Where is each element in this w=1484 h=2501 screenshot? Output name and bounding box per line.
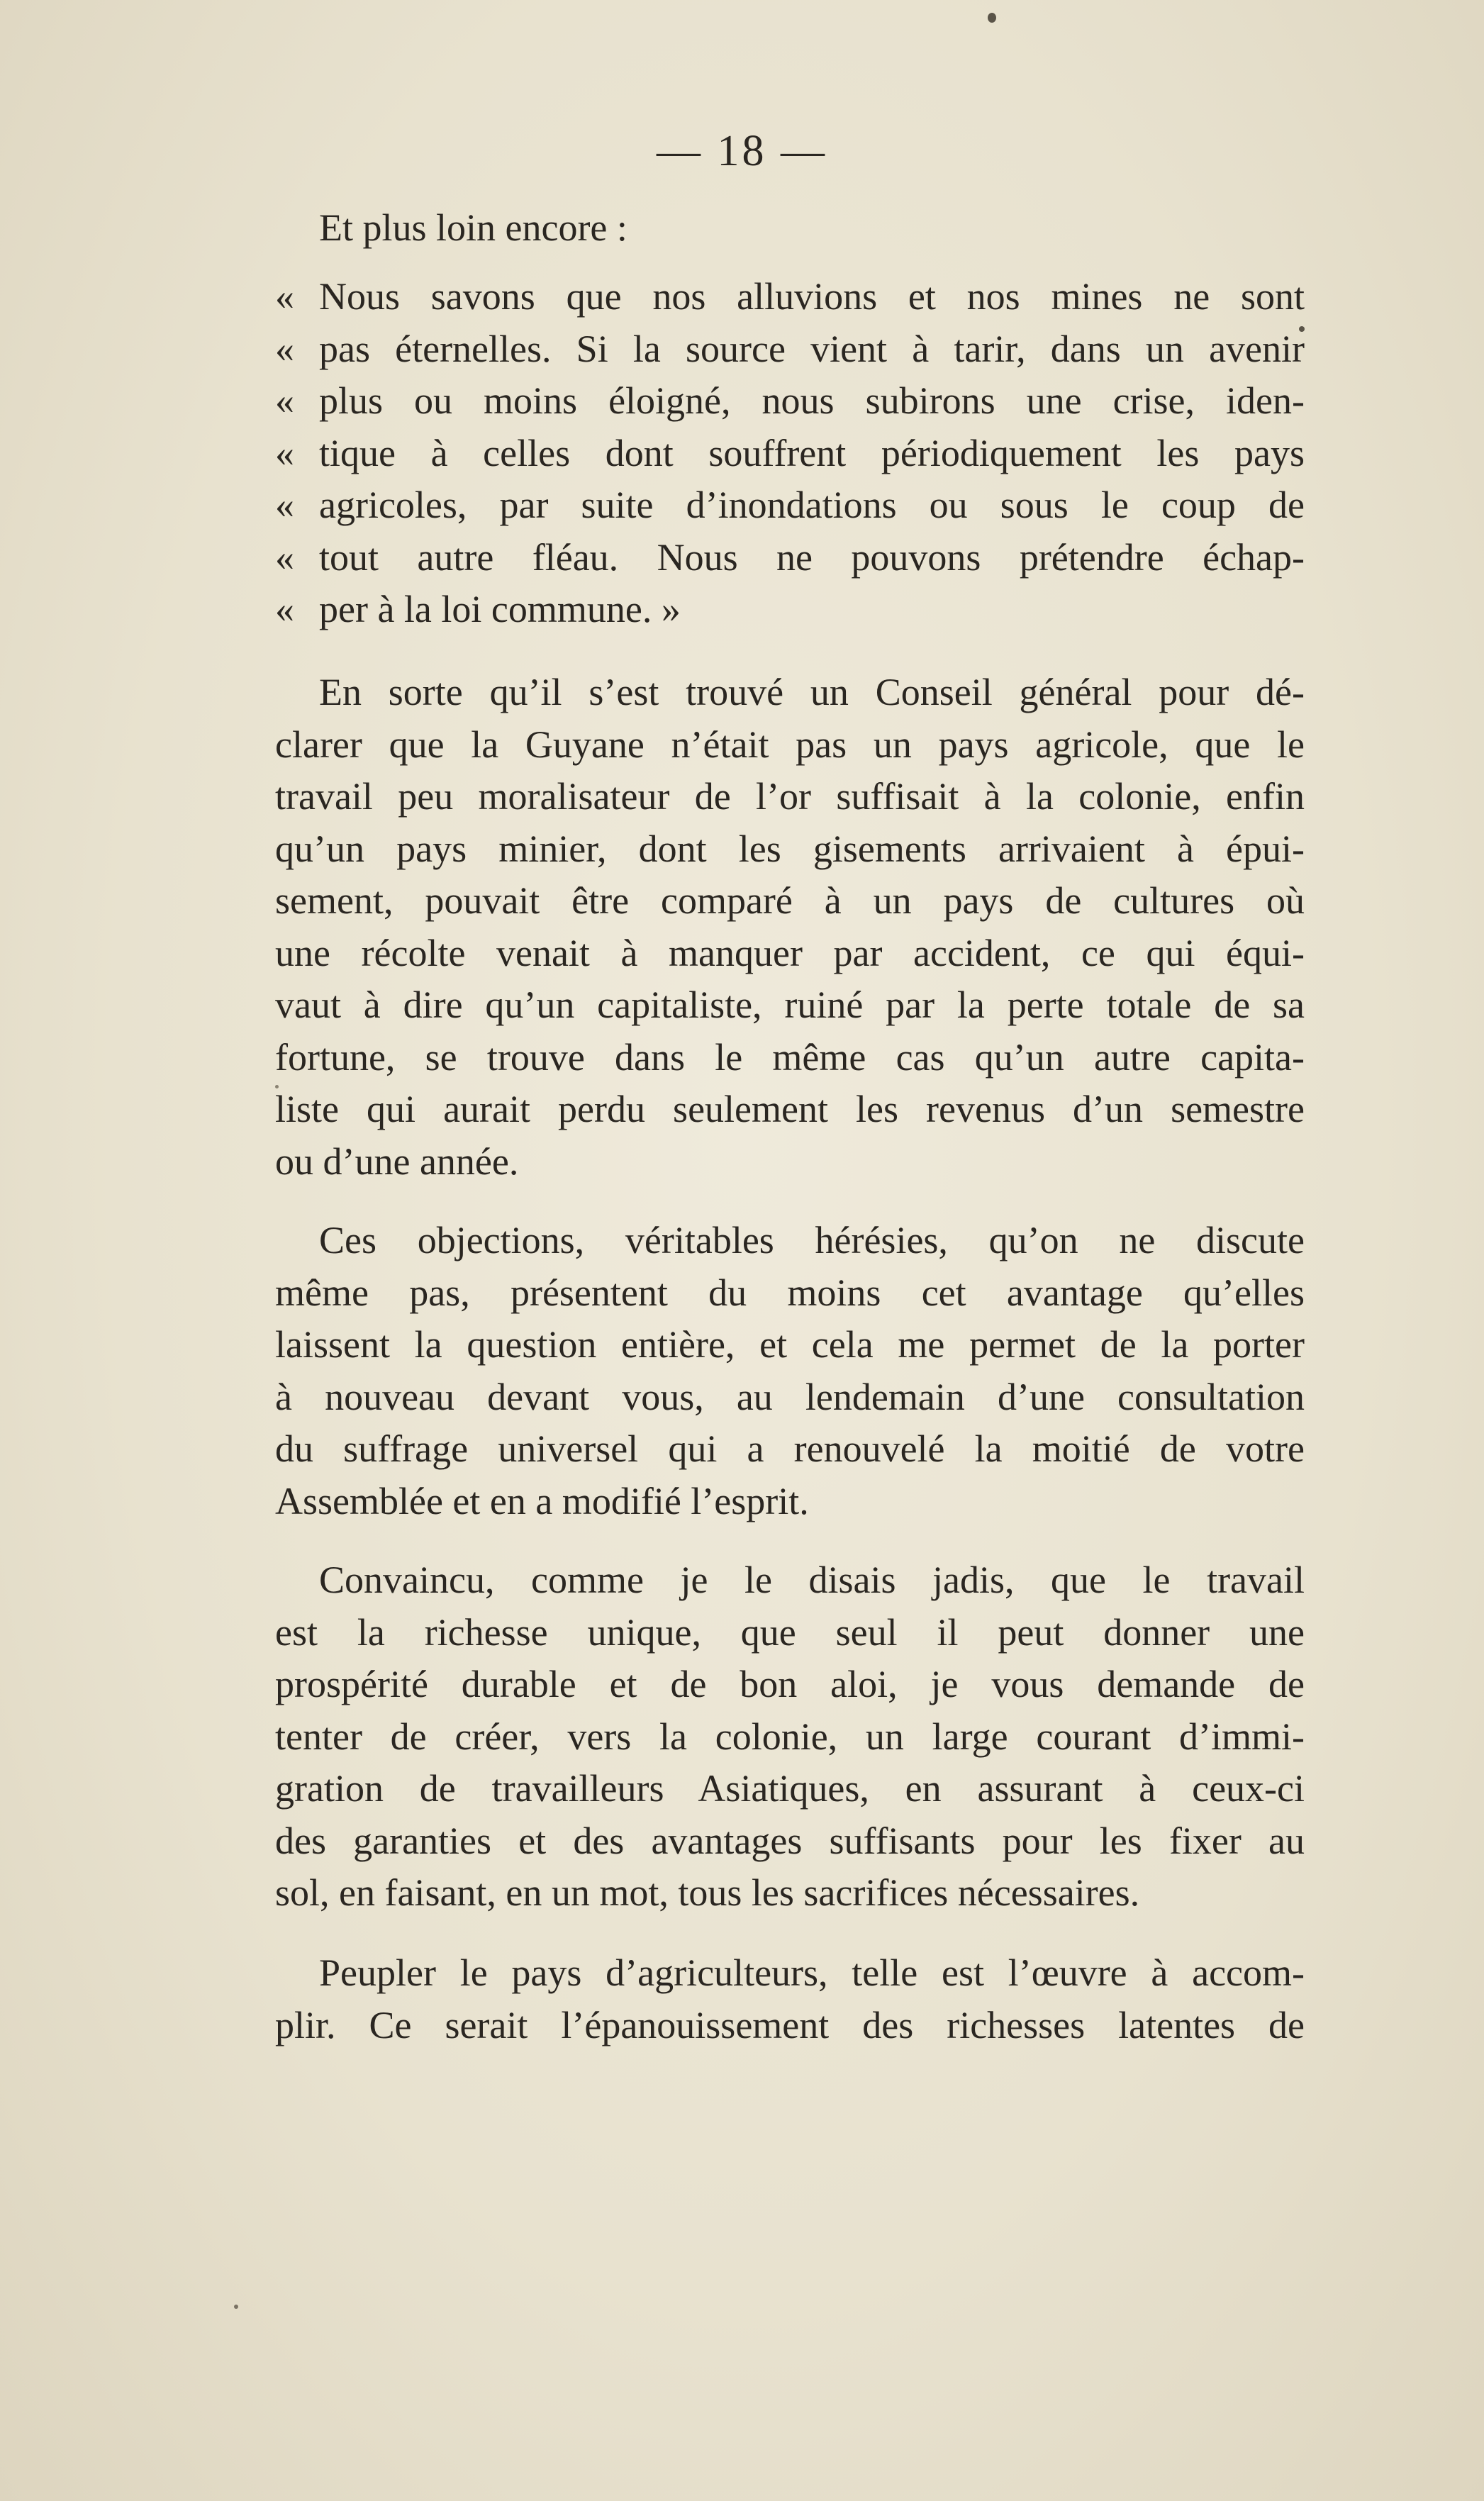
paragraph-line: ou d’une année. <box>275 1140 519 1183</box>
paragraph-line: des garanties et des avantages suffisants pour les fixer au <box>275 1819 1305 1862</box>
quote-line-text: tique à celles dont souffrent périodiquement les pays <box>319 431 1305 474</box>
paragraph-4 <box>275 1947 1305 2051</box>
quote-line <box>275 428 1305 480</box>
paragraph-line: laissent la question entière, et cela me permet de la porter <box>275 1323 1305 1366</box>
quote-mark: « <box>275 275 294 318</box>
paragraph-line: qu’un pays minier, dont les gisements arrivaient à épui- <box>275 827 1305 870</box>
paragraph-1 <box>275 667 1305 1188</box>
paragraph-line: du suffrage universel qui a renouvelé la moitié de votre <box>275 1427 1305 1470</box>
quote-line-text: per à la loi commune. » <box>319 588 681 630</box>
page-number: — 18 — <box>657 127 827 175</box>
paragraph-line: une récolte venait à manquer par accident, ce qui équi- <box>275 931 1305 974</box>
paragraph-line: tenter de créer, vers la colonie, un large courant d’immi- <box>275 1715 1305 1758</box>
quote-line-text: plus ou moins éloigné, nous subirons une crise, iden- <box>319 379 1305 422</box>
paragraph-line: prospérité durable et de bon aloi, je vous demande de <box>275 1663 1305 1705</box>
paragraph-line: gration de travailleurs Asiatiques, en assurant à ceux-ci <box>275 1767 1305 1810</box>
quote-mark: « <box>275 431 294 474</box>
quote-line <box>275 584 1305 636</box>
quote-line-text: agricoles, par suite d’inondations ou sous le coup de <box>319 484 1305 526</box>
paper-speck <box>988 13 996 23</box>
paragraph-line: même pas, présentent du moins cet avantage qu’elles <box>275 1271 1305 1314</box>
quote-line <box>275 375 1305 428</box>
quote-line <box>275 271 1305 323</box>
paragraph-2 <box>275 1215 1305 1527</box>
paragraph-line: Assemblée et en a modifié l’esprit. <box>275 1479 809 1522</box>
intro-paragraph <box>275 202 1305 255</box>
paragraph-line: à nouveau devant vous, au lendemain d’une consultation <box>275 1375 1305 1418</box>
paragraph-line: est la richesse unique, que seul il peut donner une <box>275 1610 1305 1654</box>
quote-line-text: Nous savons que nos alluvions et nos mines ne sont <box>319 275 1305 318</box>
paragraph-line: clarer que la Guyane n’était pas un pays agricole, que le <box>275 723 1305 766</box>
quote-line <box>275 479 1305 532</box>
quote-line-text: pas éternelles. Si la source vient à tarir, dans un avenir <box>319 327 1305 370</box>
paragraph-line: Ces objections, véritables hérésies, qu’on ne discute <box>319 1219 1305 1261</box>
paragraph-line: plir. Ce serait l’épanouissement des richesses latentes de <box>275 2003 1305 2046</box>
quote-mark: « <box>275 535 294 579</box>
paragraph-line: fortune, se trouve dans le même cas qu’un autre capita- <box>275 1035 1305 1079</box>
paragraph-line: vaut à dire qu’un capitaliste, ruiné par la perte totale de sa <box>275 984 1305 1026</box>
intro-line: Et plus loin encore : <box>319 206 627 249</box>
quote-mark: « <box>275 379 294 422</box>
paragraph-line: Peupler le pays d’agriculteurs, telle est l’œuvre à accom- <box>319 1951 1305 1994</box>
paragraph-line: sement, pouvait être comparé à un pays de cultures où <box>275 879 1305 922</box>
quote-line <box>275 532 1305 584</box>
paper-speck <box>234 2305 238 2309</box>
paragraph-3 <box>275 1554 1305 1920</box>
paragraph-line: sol, en faisant, en un mot, tous les sacrifices nécessaires. <box>275 1871 1140 1914</box>
paragraph-line: En sorte qu’il s’est trouvé un Conseil général pour dé- <box>319 671 1305 713</box>
paragraph-line: travail peu moralisateur de l’or suffisait à la colonie, enfin <box>275 775 1305 818</box>
quote-mark: « <box>275 484 294 526</box>
paragraph-line: Convaincu, comme je le disais jadis, que le travail <box>319 1559 1305 1601</box>
quote-mark: « <box>275 327 294 370</box>
quote-mark: « <box>275 588 294 630</box>
quote-line-text: tout autre fléau. Nous ne pouvons prétendre échap- <box>319 535 1305 579</box>
paragraph-line: liste qui aurait perdu seulement les revenus d’un semestre <box>275 1088 1305 1130</box>
quote-line <box>275 323 1305 376</box>
quotation-block <box>275 271 1305 636</box>
